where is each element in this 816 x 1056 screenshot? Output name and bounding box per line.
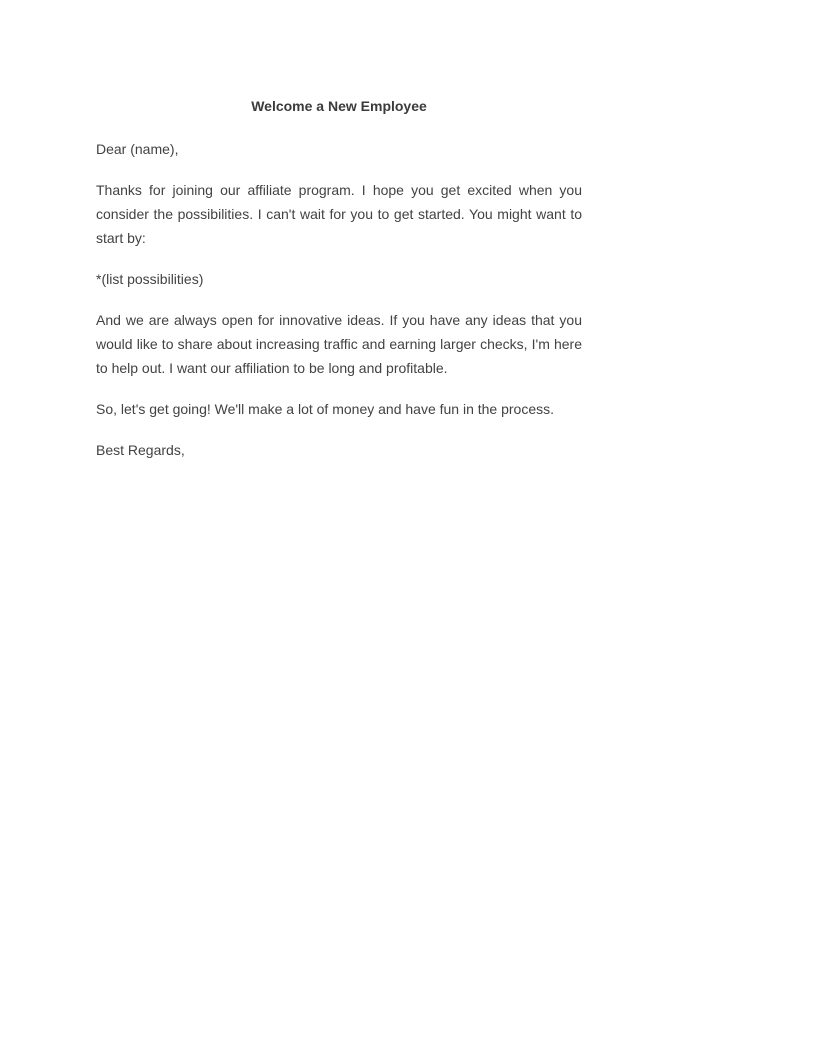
signoff-line: Best Regards, — [96, 442, 185, 458]
letter-title: Welcome a New Employee — [251, 98, 427, 114]
intro-paragraph: Thanks for joining our affiliate program. I hope you get excited when you consider the possibilities. I can't wait for you to get started. You might want to start by: — [96, 182, 582, 246]
ideas-paragraph: And we are always open for innovative ideas. If you have any ideas that you would like to share about increasing traffic and earning larger checks, I'm here to help out. I want our affiliation to be long and profitable. — [96, 312, 582, 376]
list-placeholder-line: *(list possibilities) — [96, 271, 204, 287]
salutation-line: Dear (name), — [96, 141, 179, 157]
letter-body — [96, 94, 582, 479]
motivation-paragraph: So, let's get going! We'll make a lot of money and have fun in the process. — [96, 401, 555, 417]
